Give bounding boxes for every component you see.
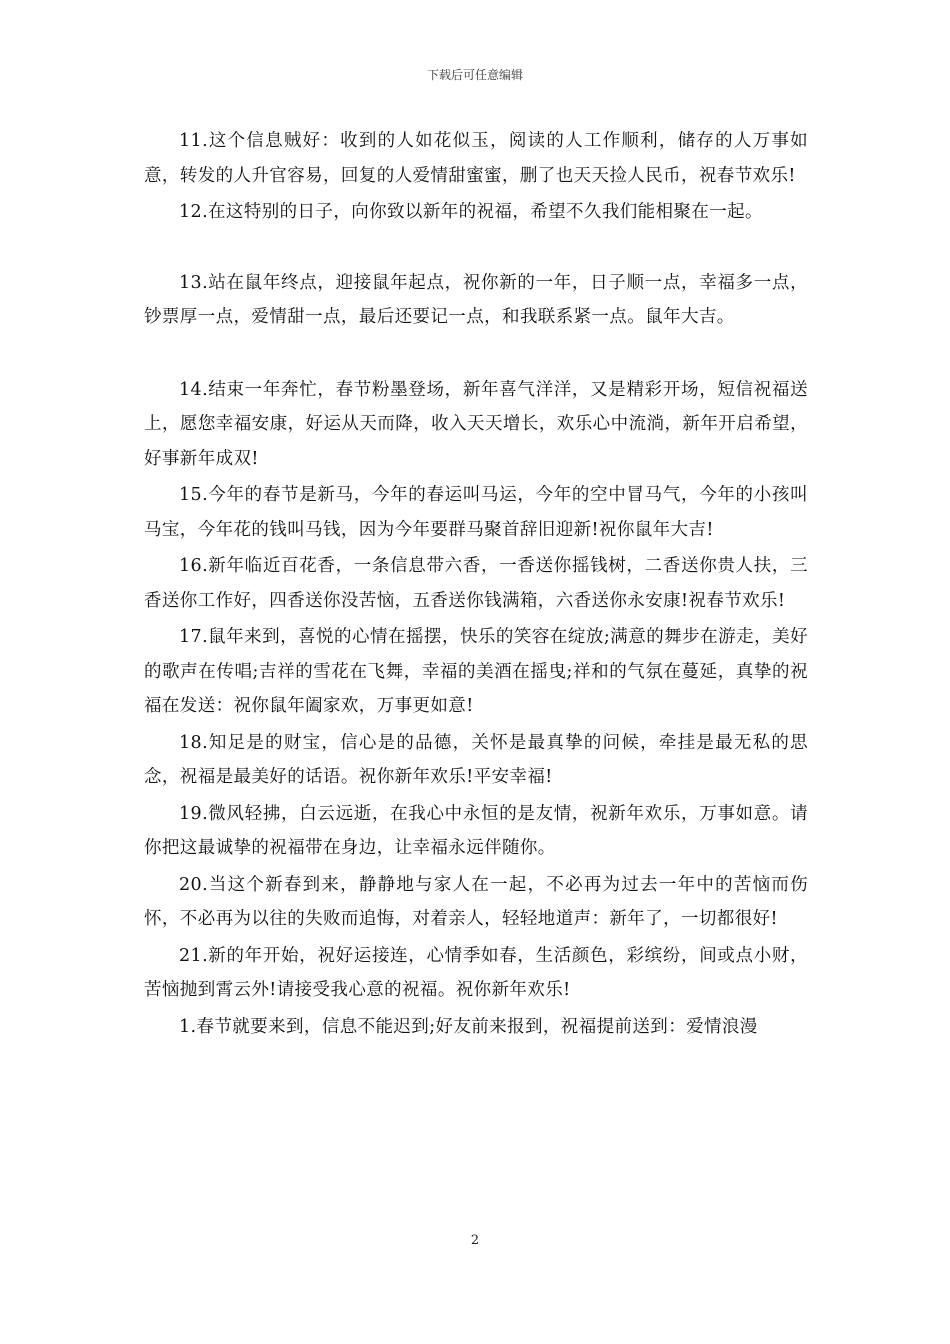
page-number: 2 bbox=[470, 1233, 480, 1248]
paragraph-1: 1.春节就要来到，信息不能迟到;好友前来报到，祝福提前送到：爱情浪漫 bbox=[179, 1016, 758, 1037]
paragraph-16: 16.新年临近百花香，一条信息带六香，一香送你摇钱树，二香送你贵人扶，三香送你工作好，四香送你没苦恼，五香送你钱满箱，六香送你永安康!祝春节欢乐! bbox=[144, 556, 808, 611]
paragraph-13: 13.站在鼠年终点，迎接鼠年起点，祝你新的一年，日子顺一点，幸福多一点，钞票厚一点，爱情甜一点，最后还要记一点，和我联系紧一点。鼠年大吉。 bbox=[144, 272, 808, 327]
paragraph-11: 11.这个信息贼好：收到的人如花似玉，阅读的人工作顺利，储存的人万事如意，转发的人升官容易，回复的人爱情甜蜜蜜，删了也天天捡人民币，祝春节欢乐! bbox=[144, 131, 808, 186]
paragraph-17: 17.鼠年来到，喜悦的心情在摇摆，快乐的笑容在绽放;满意的舞步在游走，美好的歌声在传唱;吉祥的雪花在飞舞，幸福的美酒在摇曳;祥和的气氛在蔓延，真挚的祝福在发送：祝你鼠年阖家欢，万事更如意! bbox=[144, 627, 808, 716]
paragraph-14: 14.结束一年奔忙，春节粉墨登场，新年喜气洋洋，又是精彩开场，短信祝福送上，愿您幸福安康，好运从天而降，收入天天增长，欢乐心中流淌，新年开启希望，好事新年成双! bbox=[144, 379, 808, 469]
paragraph-18: 18.知足是的财宝，信心是的品德，关怀是最真挚的问候，牵挂是最无私的思念，祝福是最美好的话语。祝你新年欢乐!平安幸福! bbox=[144, 732, 808, 787]
paragraph-12: 12.在这特别的日子，向你致以新年的祝福，希望不久我们能相聚在一起。 bbox=[179, 202, 763, 222]
page-header: 下载后可任意编辑 bbox=[426, 68, 523, 82]
paragraph-21: 21.新的年开始，祝好运接连，心情季如春，生活颜色，彩缤纷，间或点小财，苦恼抛到霄云外!请接受我心意的祝福。祝你新年欢乐! bbox=[144, 945, 808, 1000]
document-body bbox=[144, 124, 808, 1046]
paragraph-15: 15.今年的春节是新马，今年的春运叫马运，今年的空中冒马气，今年的小孩叫马宝，今年花的钱叫马钱，因为今年要群马聚首辞旧迎新!祝你鼠年大吉! bbox=[144, 485, 808, 540]
paragraph-19: 19.微风轻拂，白云远逝，在我心中永恒的是友情，祝新年欢乐，万事如意。请你把这最诚挚的祝福带在身边，让幸福永远伴随你。 bbox=[144, 803, 808, 858]
paragraph-20: 20.当这个新春到来，静静地与家人在一起，不必再为过去一年中的苦恼而伤怀，不必再为以往的失败而追悔，对着亲人，轻轻地道声：新年了，一切都很好! bbox=[144, 874, 808, 929]
